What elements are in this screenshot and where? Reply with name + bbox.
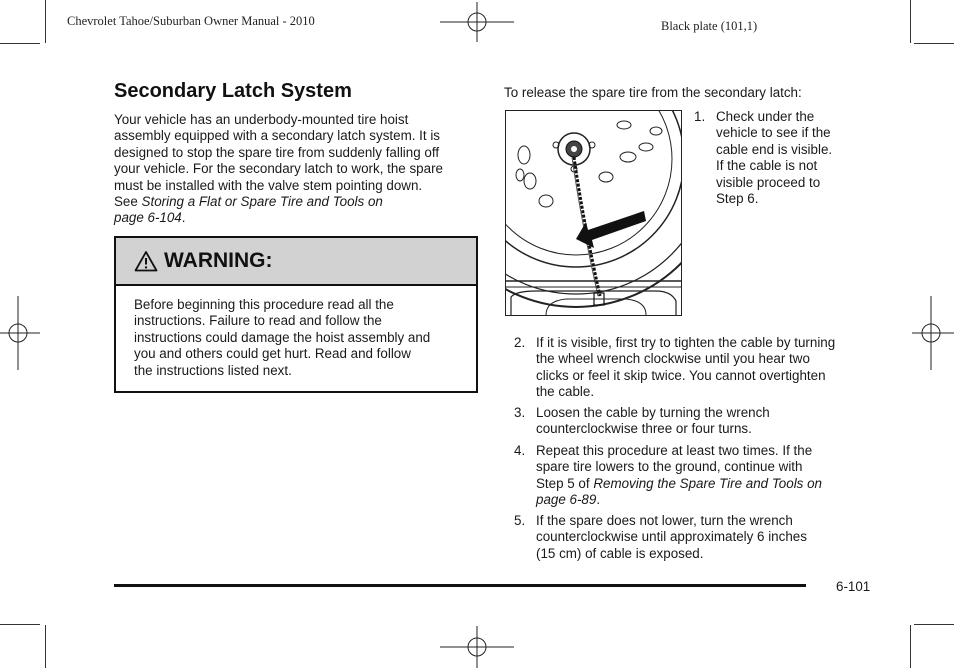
cross-reference-link[interactable]: Storing a Flat or Spare Tire and Tools on (141, 194, 383, 210)
text-line: the wheel wrench clockwise until you hear two (536, 351, 810, 367)
text-line: If it is visible, first try to tighten the cable by turning (536, 335, 836, 350)
step-item (514, 335, 874, 401)
spare-tire-illustration (505, 110, 682, 316)
text-line: counterclockwise until approximately 6 inches (536, 529, 807, 545)
see-prefix: See (114, 194, 142, 210)
text-line: clicks or feel it skip twice. You cannot overtighten (536, 367, 826, 383)
text-line: Step 6. (716, 191, 759, 207)
text-line: the instructions listed next. (134, 362, 292, 378)
text-line: If the cable is not (716, 158, 818, 174)
text-line: assembly equipped with a secondary latch system. It is (114, 128, 440, 144)
text-line: Your vehicle has an underbody-mounted tire hoist (114, 112, 409, 127)
text-line: If the spare does not lower, turn the wrench (536, 513, 793, 528)
spare-tire-drawing (506, 111, 681, 315)
registration-mark-icon (440, 626, 514, 668)
page-number: 6-101 (836, 579, 871, 594)
text-line: Repeat this procedure at least two times. If the (536, 443, 813, 458)
intro-paragraph (114, 112, 484, 227)
step-item (514, 405, 874, 438)
warning-box (114, 236, 478, 393)
manual-title: Chevrolet Tahoe/Suburban Owner Manual - 2010 (67, 14, 315, 28)
step-text (536, 513, 874, 562)
text-line: you and others could get hurt. Read and follow (134, 346, 411, 362)
step-item (694, 109, 864, 207)
crop-mark (914, 624, 954, 625)
step-number: 4. (514, 443, 526, 458)
warning-header (116, 238, 476, 286)
step-text (716, 109, 864, 207)
crop-mark (45, 625, 46, 668)
cross-reference-page[interactable]: page 6-89 (536, 492, 597, 508)
text-line: cable end is visible. (716, 141, 833, 157)
step-5 (514, 513, 874, 562)
step-text (536, 405, 874, 438)
text-line: vehicle to see if the (716, 125, 831, 141)
plate-label: Black plate (101,1) (661, 19, 758, 33)
text-line: counterclockwise three or four turns. (536, 421, 752, 437)
step-2 (514, 335, 874, 401)
crop-mark (45, 0, 46, 43)
text-line: instructions. Failure to read and follow the (134, 313, 382, 329)
step-number: 1. (694, 109, 706, 124)
step-4 (514, 443, 874, 509)
text-line: instructions could damage the hoist assembly and (134, 329, 431, 345)
text-line: designed to stop the spare tire from suddenly falling off (114, 144, 440, 160)
section-title: Secondary Latch System (114, 80, 352, 102)
warning-title: WARNING: (164, 249, 273, 272)
text-line (114, 194, 484, 210)
step-text (536, 335, 874, 401)
step-number: 2. (514, 335, 526, 350)
step-item (514, 513, 874, 562)
footer-rule (114, 584, 806, 587)
text-line: page 6-104. (114, 210, 186, 226)
release-intro: To release the spare tire from the secondary latch: (504, 85, 802, 100)
crop-mark (910, 625, 911, 668)
crop-mark (914, 43, 954, 44)
step-item (514, 443, 874, 509)
cross-reference-page[interactable]: page 6-104 (114, 210, 182, 226)
warning-body (116, 286, 476, 379)
text-line: the cable. (536, 384, 595, 400)
text-line: Loosen the cable by turning the wrench (536, 405, 770, 420)
step-number: 3. (514, 405, 526, 420)
text-line: must be installed with the valve stem pointing down. (114, 177, 423, 193)
text-line: (15 cm) of cable is exposed. (536, 545, 704, 561)
text-line: spare tire lowers to the ground, continue with (536, 459, 803, 475)
step-number: 5. (514, 513, 526, 528)
crop-mark (0, 43, 40, 44)
registration-mark-icon (0, 296, 40, 370)
text-line: page 6-89. (536, 492, 601, 508)
registration-mark-icon (912, 296, 954, 370)
text-line: Before beginning this procedure read all the (134, 297, 394, 312)
text-line: Check under the (716, 109, 815, 124)
text-line: your vehicle. For the secondary latch to work, the spare (114, 161, 443, 177)
step-1 (694, 109, 864, 207)
crop-mark (0, 624, 40, 625)
text-line: Step 5 of Removing the Spare Tire and Tools on (536, 475, 822, 491)
cross-reference-link[interactable]: Removing the Spare Tire and Tools on (593, 475, 822, 491)
text-line: visible proceed to (716, 174, 821, 190)
crop-mark (910, 0, 911, 43)
registration-mark-icon (440, 2, 514, 42)
step-3 (514, 405, 874, 438)
warning-triangle-icon (134, 250, 158, 272)
step-text (536, 443, 874, 509)
